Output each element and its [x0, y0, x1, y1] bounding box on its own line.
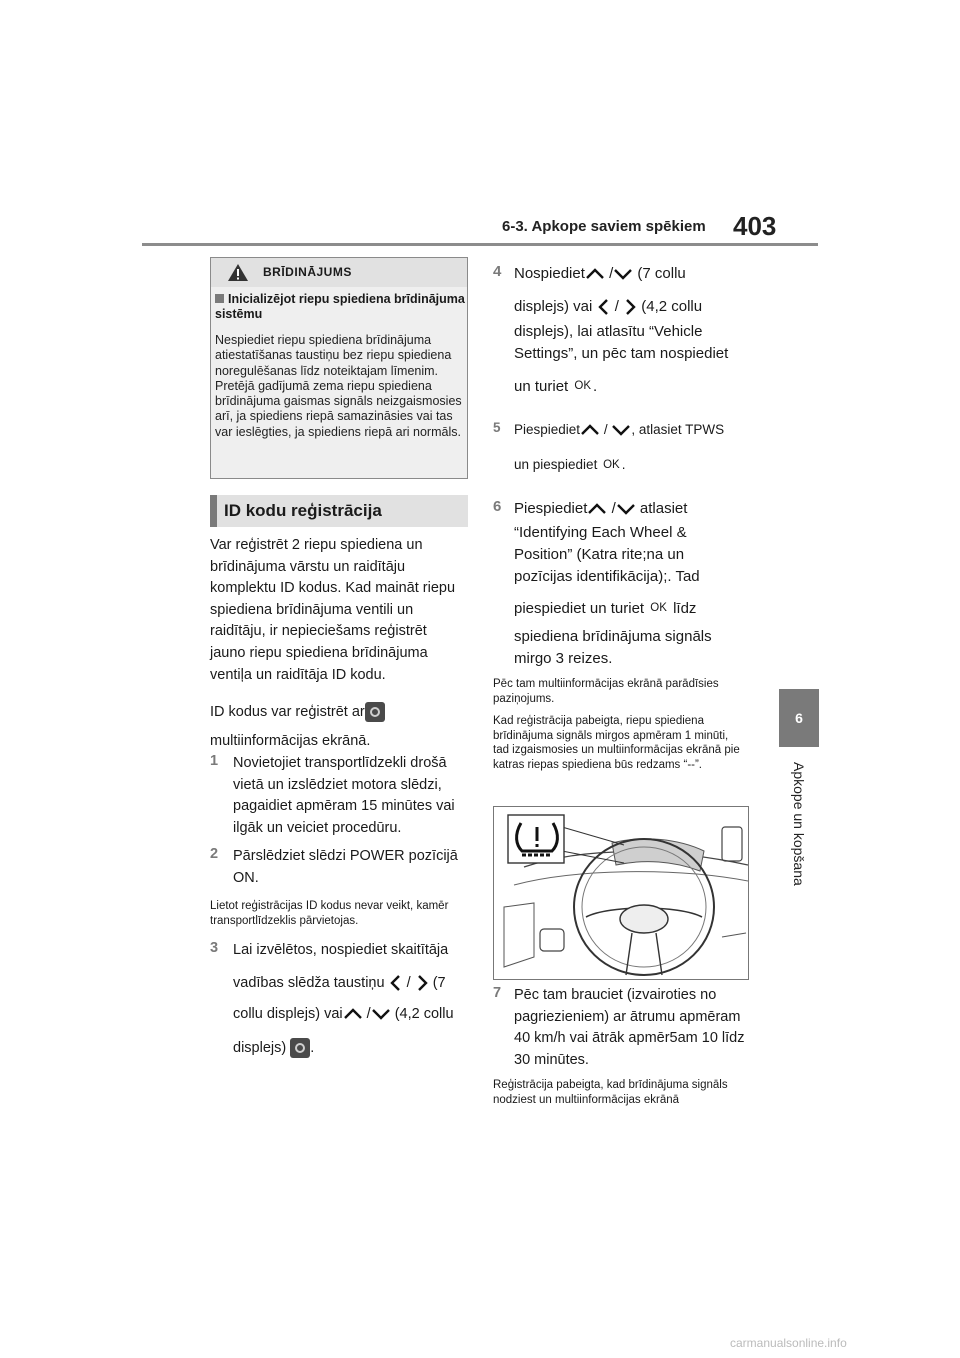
bullet-square-icon: [215, 294, 224, 303]
step-4-number: 4: [493, 263, 502, 280]
warning-triangle-icon: [227, 263, 249, 282]
step-3-line-1: Lai izvēlētos, nospiediet skaitītāja: [233, 942, 449, 958]
chevron-right-icon: [623, 298, 637, 316]
step-6-line-1: Piespiediet / atlasiet: [514, 500, 688, 517]
chevron-right-icon: [415, 974, 429, 992]
note-complete: Reģistrācija pabeigta, kad brīdinājuma signāls nodziest un multiinformācijas ekrānā: [493, 1079, 728, 1106]
step-2-number: 2: [210, 846, 219, 862]
section-heading: [210, 495, 468, 527]
step-4-line-5: un turiet OK .: [514, 376, 754, 398]
chevron-up-icon: [580, 423, 600, 437]
chevron-down-icon: [613, 267, 633, 281]
step-6-line-4: pozīcijas identifikācija);. Tad: [514, 568, 700, 585]
step-4-line-4: Settings”, un pēc tam nospiediet: [514, 345, 729, 362]
warning-subtitle: Inicializējot riepu spiediena brīdinājuma sistēmu: [215, 292, 465, 321]
warning-title: BRĪDINĀJUMS: [263, 265, 352, 279]
warning-box: [210, 257, 468, 479]
id-line-1: ID kodus var reģistrēt ar: [210, 702, 465, 724]
warning-header: [211, 258, 467, 287]
settings-gear-icon: [290, 1038, 310, 1058]
note-registration: Kad reģistrācija pabeigta, riepu spiediena brīdinājuma signāls mirgos apmēram 1 minūti, tad izgaismosies un multiinformācijas ekrānā pie katras riepas spiediena būs redzams “--”.: [493, 715, 740, 771]
dashboard-illustration: [493, 806, 749, 980]
section-header: 6-3. Apkope saviem spēkiem: [502, 218, 706, 235]
step-3-line-3: collu displejs) vai / (4,2 collu: [233, 1006, 454, 1022]
section-heading-title: ID kodu reģistrācija: [224, 501, 382, 520]
step-3-line-4: displejs) .: [233, 1038, 473, 1060]
step-2-text: Pārslēdziet slēdzi POWER pozīcijā ON.: [233, 848, 458, 886]
chevron-up-icon: [343, 1007, 363, 1021]
step-1-number: 1: [210, 753, 219, 769]
step-4-line-2: displejs) vai / (4,2 collu: [514, 298, 703, 315]
step-4-line-3: displejs), lai atlasītu “Vehicle: [514, 323, 703, 340]
note-message: Pēc tam multiinformācijas ekrānā parādīsies paziņojums.: [493, 678, 719, 705]
settings-gear-icon: [365, 702, 385, 722]
watermark: carmanualsonline.info: [730, 1336, 847, 1350]
step-3-line-2: vadības slēdža taustiņu / (7: [233, 975, 446, 991]
step-6-line-2: “Identifying Each Wheel &: [514, 524, 687, 541]
step-6-line-5: piespiediet un turiet OK līdz: [514, 598, 754, 620]
chevron-down-icon: [616, 502, 636, 516]
warning-text: Nespiediet riepu spiediena brīdinājuma atiestatīšanas taustiņu bez riepu spiediena noregulēšanas līdz noteiktajam līmenim. Pretējā gadījumā zema riepu spiediena brīdinājuma gaismas signāls neizgaismosies arī, ja spiediens riepā samazināsies vai tas var ieslēgties, ja spiediens riepā ari normāls.: [215, 333, 462, 439]
intro-paragraph: Var reģistrēt 2 riepu spiediena un brīdinājuma vārstu un raidītāju komplektu ID kodus. Kad maināt riepu spiediena brīdinājuma ventili un raidītāju, ir nepieciešams reģistrēt jauno riepu spiediena brīdinājuma ventiļa un raidītāja ID kodu.: [210, 537, 456, 683]
page-number: 403: [733, 211, 777, 241]
header-divider: [142, 243, 818, 246]
ok-button-icon: OK: [603, 459, 620, 472]
step-5-line-1: Piespiediet / , atlasiet TPWS: [514, 422, 725, 437]
note-moving: Lietot reģistrācijas ID kodus nevar veikt, kamēr transportlīdzeklis pārvietojas.: [210, 900, 449, 927]
chevron-up-icon: [587, 502, 607, 516]
step-7-number: 7: [493, 985, 502, 1001]
steering-wheel-illustration: [494, 807, 748, 979]
step-6-line-7: mirgo 3 reizes.: [514, 650, 613, 667]
chapter-tab: 6: [779, 689, 819, 747]
step-6-line-6: spiediena brīdinājuma signāls: [514, 628, 712, 645]
step-1-text: Novietojiet transportlīdzekli drošā vietā un izslēdziet motora slēdzi, pagaidiet apmēram 15 minūtes vai ilgāk un veiciet procedūru.: [233, 755, 455, 836]
step-5-line-2: un piespiediet OK .: [514, 455, 754, 475]
section-heading-bar: [210, 495, 217, 527]
chevron-down-icon: [371, 1007, 391, 1021]
chevron-left-icon: [389, 974, 403, 992]
step-7-text: Pēc tam brauciet (izvairoties no pagriezieniem) ar ātrumu apmēram 40 km/h vai ātrāk apmēr5am 10 līdz 30 minūtes.: [514, 987, 745, 1068]
chapter-label: Apkope un kopšana: [791, 762, 807, 886]
ok-button-icon: OK: [650, 602, 667, 615]
step-4-line-1: Nospiediet / (7 collu: [514, 265, 686, 282]
step-6-line-3: Position” (Katra rite;na un: [514, 546, 685, 563]
step-5-number: 5: [493, 420, 501, 435]
chevron-down-icon: [611, 423, 631, 437]
chevron-up-icon: [585, 267, 605, 281]
ok-button-icon: OK: [574, 380, 591, 393]
id-line-2: multiinformācijas ekrānā.: [210, 733, 371, 749]
step-6-number: 6: [493, 498, 502, 515]
chevron-left-icon: [597, 298, 611, 316]
step-3-number: 3: [210, 940, 219, 956]
